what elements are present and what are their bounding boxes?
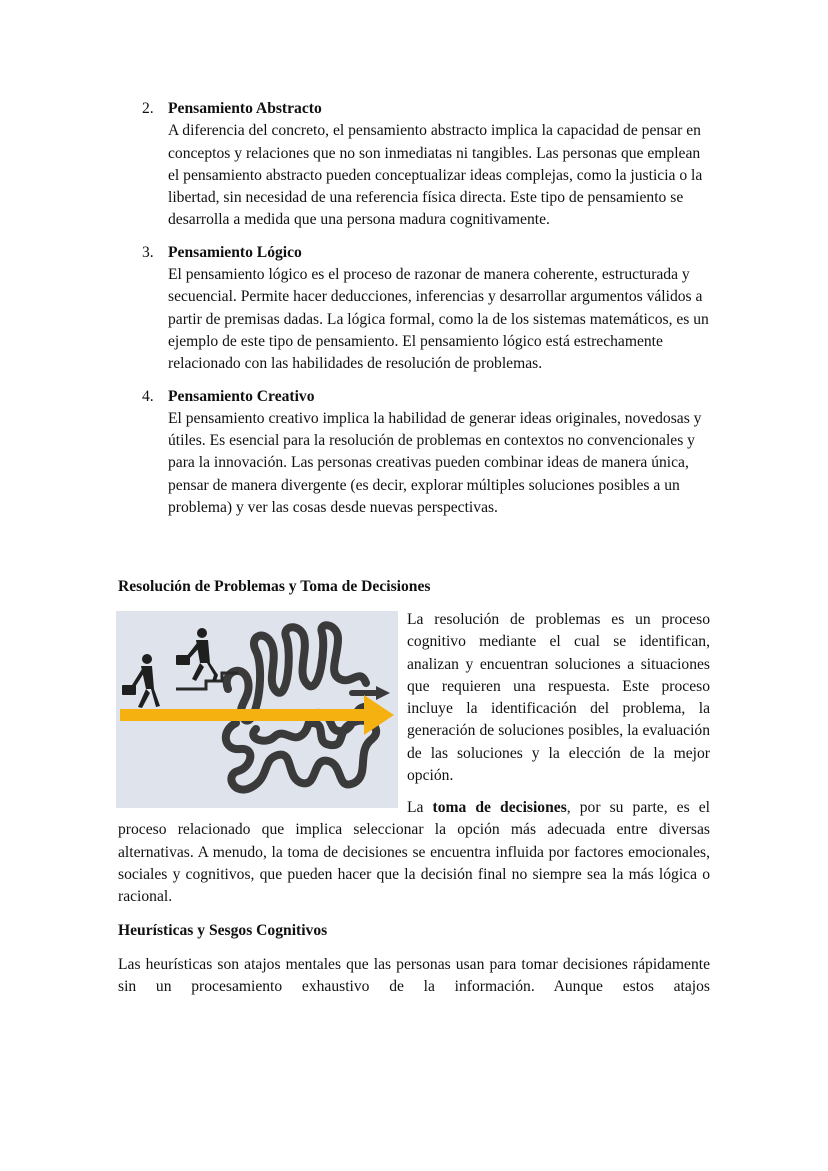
heuristics-paragraph: Las heurísticas son atajos mentales que las personas usan para tomar decisiones rápidamente sin un procesamiento exhaustivo de la información. Aunque estos atajos [118, 956, 710, 996]
businessman-climbing-icon [176, 628, 218, 681]
section-heading-resolucion: Resolución de Problemas y Toma de Decisiones [118, 578, 431, 595]
list-number: 2. [142, 100, 154, 117]
maze-arrow-image [116, 611, 398, 808]
list-item-body: El pensamiento creativo implica la habilidad de generar ideas originales, novedosas y útiles. Es esencial para la resolución de problemas en contextos no convencionales y para la innovación. Las personas creativas pueden combinar ideas de manera única, pensar de manera divergente (es decir, explorar múltiples soluciones posibles a un problema) y ver las cosas desde nuevas perspectivas. [168, 409, 702, 517]
list-item-creativo [118, 386, 713, 520]
exit-arrowhead-icon [376, 686, 390, 700]
list-item-title: Pensamiento Creativo [168, 387, 315, 405]
list-number: 4. [142, 387, 154, 405]
heuristics-description [118, 954, 710, 999]
businessman-walking-icon [122, 654, 160, 708]
list-item-body: El pensamiento lógico es el proceso de razonar de manera coherente, estructurada y secuencial. Permite hacer deducciones, inferencias y desarrollar argumentos válidos a partir de premisas dadas. La lógica formal, como la de los sistemas matemáticos, es un ejemplo de este tipo de pensamiento. El pensamiento lógico está estrechamente relacionado con las habilidades de resolución de problemas. [168, 266, 709, 373]
tangled-path-icon [226, 625, 378, 789]
section-heading-heuristicas: Heurísticas y Sesgos Cognitivos [118, 922, 328, 939]
decision-lead: La [407, 799, 433, 816]
list-item-title: Pensamiento Abstracto [168, 100, 322, 117]
thinking-types-list [118, 98, 713, 529]
list-item-logico [118, 242, 713, 376]
list-item-title: Pensamiento Lógico [168, 243, 302, 261]
list-item-abstracto [118, 98, 713, 232]
list-number: 3. [142, 243, 154, 261]
list-item-body: A diferencia del concreto, el pensamiento abstracto implica la capacidad de pensar en conceptos y relaciones que no son inmediatas ni tangibles. Las personas que emplean el pensamiento abstracto pueden conceptualizar ideas complejas, como la justicia o la libertad, sin necesidad de una referencia física directa. Este tipo de pensamiento se desarrolla a medida que una persona madura cognitivamente. [168, 122, 703, 229]
problem-solving-illustration [116, 611, 398, 808]
problem-solving-description [407, 609, 710, 787]
decision-making-description [118, 797, 710, 908]
problem-solving-paragraph: La resolución de problemas es un proceso cognitivo mediante el cual se identifican, analizan y encuentran soluciones a situaciones que requieren una respuesta. Este proceso incluye la identificación del problema, la generación de soluciones posibles, la evaluación de las soluciones y la elección de la mejor opción. [407, 611, 710, 785]
decision-rest: , por su parte, es el proceso relacionado que implica seleccionar la opción más adecuada entre diversas alternativas. A menudo, la toma de decisiones se encuentra influida por factores emocionales, sociales y cognitivos, que pueden hacer que la decisión final no siempre sea la más lógica o racional. [118, 799, 710, 906]
maze-path-main [227, 625, 366, 720]
decision-making-paragraph [118, 797, 710, 908]
decision-term: toma de decisiones [432, 799, 567, 816]
